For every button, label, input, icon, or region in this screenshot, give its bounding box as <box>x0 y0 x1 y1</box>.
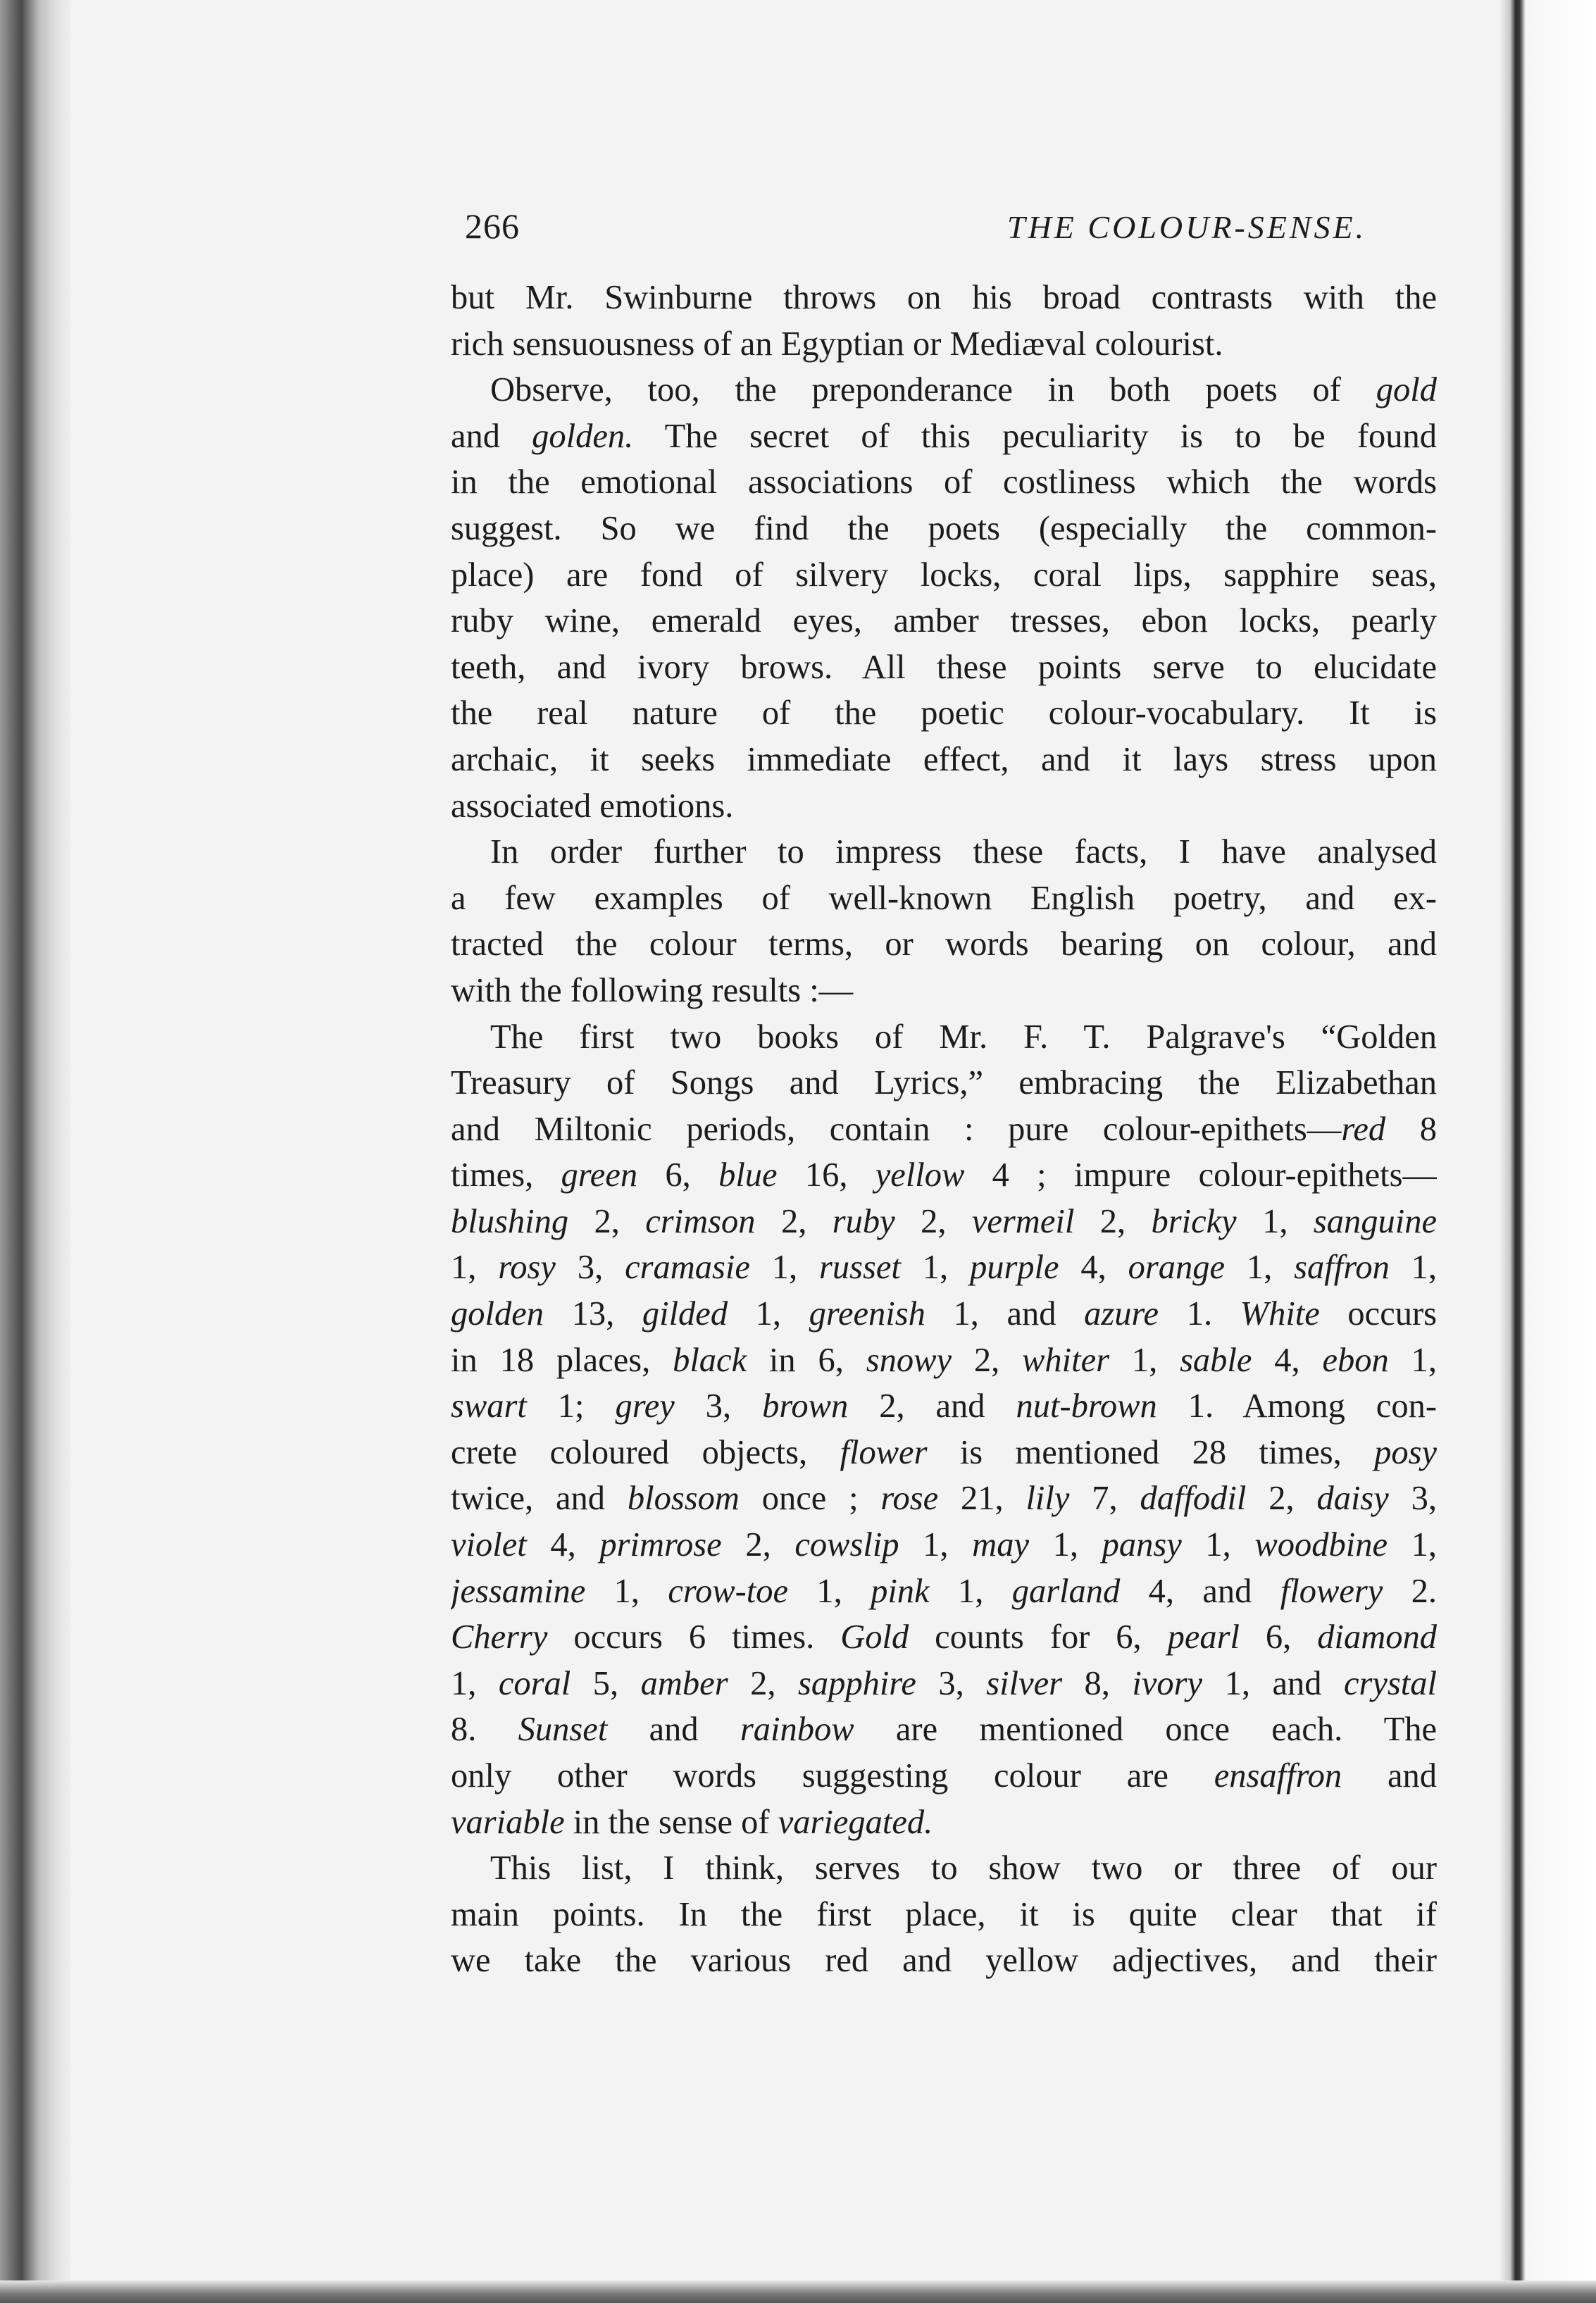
italic-term: crow-toe <box>668 1572 788 1610</box>
text-run: 2, <box>951 1341 1023 1379</box>
italic-term: blushing <box>451 1202 569 1240</box>
italic-term: ebon <box>1322 1341 1389 1379</box>
text-run: occurs <box>1319 1295 1437 1333</box>
italic-term: purple <box>969 1249 1059 1287</box>
text-run: 1, <box>1236 1202 1314 1240</box>
italic-term: violet <box>451 1526 527 1564</box>
italic-term: blossom <box>627 1480 740 1518</box>
italic-term: posy <box>1374 1433 1437 1471</box>
text-run: 4 ; impure colour-epithets— <box>964 1156 1437 1194</box>
text-run: 3, <box>674 1387 763 1425</box>
text-line <box>451 783 1437 830</box>
italic-term: red <box>1341 1110 1386 1148</box>
italic-term: variable <box>451 1803 565 1841</box>
text-line <box>451 1199 1437 1245</box>
scan-right-edge <box>1500 0 1596 2303</box>
text-line <box>451 968 1437 1014</box>
text-line <box>451 1060 1437 1106</box>
text-line <box>451 1799 1437 1846</box>
text-run: teeth, and ivory brows. All these points serve to elucidate <box>451 648 1437 686</box>
text-line <box>451 1106 1437 1153</box>
text-run: in 18 places, <box>451 1341 673 1379</box>
text-line <box>451 275 1437 321</box>
text-run: 4, <box>1059 1249 1128 1287</box>
text-run: 1, <box>1389 1249 1437 1287</box>
text-run: associated emotions. <box>451 787 734 825</box>
italic-term: black <box>673 1341 747 1379</box>
text-line <box>451 506 1437 552</box>
text-run: 1. <box>1159 1295 1240 1333</box>
text-run: 2, <box>1246 1480 1317 1518</box>
italic-term: flower <box>840 1433 928 1471</box>
italic-term: orange <box>1128 1249 1226 1287</box>
italic-term: sable <box>1180 1341 1252 1379</box>
text-run: rich sensuousness of an Egyptian or Mediæval colourist. <box>451 325 1223 363</box>
text-run: 1, <box>1388 1341 1437 1379</box>
text-line <box>451 921 1437 968</box>
italic-term: ivory <box>1132 1664 1203 1702</box>
text-line <box>451 1244 1437 1291</box>
text-run: 4, and <box>1120 1572 1280 1610</box>
italic-term: rose <box>880 1480 939 1518</box>
italic-term: whiter <box>1022 1341 1109 1379</box>
text-run: crete coloured objects, <box>451 1433 840 1471</box>
text-run: 8 <box>1385 1110 1437 1148</box>
text-run: 1; <box>526 1387 616 1425</box>
text-line <box>451 459 1437 506</box>
text-line <box>451 1706 1437 1753</box>
italic-term: primrose <box>599 1526 722 1564</box>
italic-term: ruby <box>832 1202 895 1240</box>
text-run: 1, <box>585 1572 668 1610</box>
italic-term: greenish <box>809 1295 925 1333</box>
text-line <box>451 1753 1437 1799</box>
text-run: The secret of this peculiarity is to be found <box>633 417 1437 455</box>
text-run: 2, and <box>848 1387 1016 1425</box>
text-run: 3, <box>916 1664 987 1702</box>
text-run: 6, <box>1239 1618 1318 1656</box>
text-line <box>451 1937 1437 1984</box>
text-run: 1, and <box>1202 1664 1344 1702</box>
text-run: This list, I think, serves to show two or three of our <box>490 1849 1437 1887</box>
text-run: and <box>607 1711 740 1749</box>
text-run: 1, and <box>925 1295 1085 1333</box>
text-run: 1, <box>1388 1526 1437 1564</box>
text-run: and <box>451 417 532 455</box>
italic-term: silver <box>986 1664 1063 1702</box>
text-run: ruby wine, emerald eyes, amber tresses, ebon locks, pearly <box>451 602 1437 640</box>
italic-term: russet <box>818 1249 901 1287</box>
text-run: 8. <box>451 1711 518 1749</box>
italic-term: garland <box>1011 1572 1121 1610</box>
text-run: are mentioned once each. The <box>854 1711 1437 1749</box>
text-run: only other words suggesting colour are <box>451 1757 1214 1795</box>
italic-term: gilded <box>642 1295 728 1333</box>
text-run: a few examples of well-known English poetry, and ex- <box>451 879 1437 917</box>
italic-term: jessamine <box>451 1572 586 1610</box>
italic-term: sanguine <box>1313 1202 1437 1240</box>
text-run: tracted the colour terms, or words bearing on colour, and <box>451 925 1437 963</box>
text-run: 4, <box>1252 1341 1323 1379</box>
text-run: twice, and <box>451 1480 628 1518</box>
italic-term: variegated. <box>778 1803 933 1841</box>
text-run: The first two books of Mr. F. T. Palgrave's “Golden <box>490 1018 1437 1056</box>
running-title: THE COLOUR-SENSE. <box>1007 209 1367 245</box>
text-run: 1, <box>1028 1526 1102 1564</box>
text-run: 1, <box>1181 1526 1255 1564</box>
italic-term: sapphire <box>797 1664 916 1702</box>
italic-term: Gold <box>840 1618 909 1656</box>
italic-term: White <box>1240 1295 1320 1333</box>
text-line <box>451 1845 1437 1892</box>
text-run: 3, <box>555 1249 625 1287</box>
italic-term: cowslip <box>794 1526 899 1564</box>
text-line <box>451 1568 1437 1615</box>
text-run: 1, <box>899 1526 973 1564</box>
italic-term: Cherry <box>451 1618 548 1656</box>
italic-term: rainbow <box>740 1711 854 1749</box>
text-run: and Miltonic periods, contain : pure colour-epithets— <box>451 1110 1342 1148</box>
text-line <box>451 644 1437 691</box>
italic-term: may <box>972 1526 1029 1564</box>
italic-term: pearl <box>1167 1618 1240 1656</box>
text-line <box>451 321 1437 368</box>
text-run: 13, <box>544 1295 642 1333</box>
italic-term: daffodil <box>1140 1480 1247 1518</box>
text-run: 1, <box>787 1572 871 1610</box>
text-run: 4, <box>526 1526 600 1564</box>
running-head <box>394 206 1493 255</box>
body-text <box>451 275 1437 1984</box>
text-run: 2, <box>1074 1202 1152 1240</box>
text-run: 2. <box>1383 1572 1437 1610</box>
text-line <box>451 690 1437 737</box>
text-run: counts for 6, <box>909 1618 1168 1656</box>
italic-term: crystal <box>1343 1664 1437 1702</box>
text-run: 1, <box>749 1249 819 1287</box>
text-run: 21, <box>938 1480 1026 1518</box>
text-line <box>451 1152 1437 1199</box>
text-line <box>451 737 1437 783</box>
text-run: occurs 6 times. <box>547 1618 841 1656</box>
scan-left-edge <box>0 0 70 2303</box>
italic-term: cramasie <box>625 1249 750 1287</box>
text-run: we take the various red and yellow adjectives, and their <box>451 1942 1437 1980</box>
text-line <box>451 875 1437 922</box>
italic-term: grey <box>615 1387 675 1425</box>
italic-term: swart <box>451 1387 527 1425</box>
text-run: with the following results :— <box>451 971 854 1009</box>
text-line <box>451 1430 1437 1476</box>
italic-term: rosy <box>498 1249 556 1287</box>
text-run: 2, <box>568 1202 646 1240</box>
text-line <box>451 598 1437 644</box>
text-run: 1. Among con- <box>1157 1387 1437 1425</box>
italic-term: snowy <box>866 1341 952 1379</box>
text-run: Treasury of Songs and Lyrics,” embracing the Elizabethan <box>451 1064 1437 1102</box>
text-run: 2, <box>721 1526 795 1564</box>
text-run: is mentioned 28 times, <box>927 1433 1375 1471</box>
italic-term: saffron <box>1294 1249 1390 1287</box>
italic-term: golden <box>451 1295 544 1333</box>
text-line <box>451 1014 1437 1061</box>
book-page <box>70 0 1500 2280</box>
text-run: 1, <box>1225 1249 1295 1287</box>
text-run: In order further to impress these facts, I have analysed <box>490 833 1437 871</box>
text-run: Observe, too, the preponderance in both poets of <box>490 371 1376 409</box>
italic-term: golden. <box>532 417 634 455</box>
text-run: 7, <box>1069 1480 1140 1518</box>
text-run: 1, <box>929 1572 1012 1610</box>
text-run: and <box>1342 1757 1437 1795</box>
text-line <box>451 1383 1437 1430</box>
italic-term: coral <box>498 1664 571 1702</box>
italic-term: yellow <box>875 1156 965 1194</box>
text-line <box>451 1614 1437 1661</box>
page-number: 266 <box>465 206 520 246</box>
text-line <box>451 829 1437 875</box>
text-run: 1, <box>728 1295 809 1333</box>
italic-term: blue <box>718 1156 778 1194</box>
text-run: place) are fond of silvery locks, coral lips, sapphire seas, <box>451 556 1437 594</box>
text-run: 3, <box>1388 1480 1437 1518</box>
italic-term: woodbine <box>1254 1526 1388 1564</box>
text-run: 1, <box>1109 1341 1180 1379</box>
italic-term: lily <box>1025 1480 1070 1518</box>
text-line <box>451 1661 1437 1707</box>
italic-term: ensaffron <box>1214 1757 1342 1795</box>
text-line <box>451 1291 1437 1337</box>
text-run: main points. In the first place, it is quite clear that if <box>451 1895 1437 1933</box>
italic-term: amber <box>640 1664 728 1702</box>
text-line <box>451 552 1437 599</box>
text-run: archaic, it seeks immediate effect, and it lays stress upon <box>451 740 1437 778</box>
italic-term: green <box>561 1156 638 1194</box>
text-run: 1, <box>451 1664 499 1702</box>
italic-term: brown <box>762 1387 849 1425</box>
italic-term: flowery <box>1280 1572 1383 1610</box>
text-run: 2, <box>894 1202 972 1240</box>
text-run: 16, <box>777 1156 875 1194</box>
text-run: suggest. So we find the poets (especially the common- <box>451 509 1437 547</box>
text-line <box>451 413 1437 460</box>
text-line <box>451 367 1437 413</box>
italic-term: azure <box>1084 1295 1159 1333</box>
italic-term: bricky <box>1151 1202 1237 1240</box>
text-line <box>451 1522 1437 1568</box>
text-run: 1, <box>900 1249 970 1287</box>
text-run: in 6, <box>747 1341 866 1379</box>
text-run: times, <box>451 1156 561 1194</box>
scan-bottom-edge <box>0 2280 1596 2303</box>
text-run: 2, <box>755 1202 833 1240</box>
text-line <box>451 1892 1437 1938</box>
italic-term: Sunset <box>518 1711 608 1749</box>
text-run: in the emotional associations of costliness which the words <box>451 463 1437 501</box>
italic-term: vermeil <box>971 1202 1075 1240</box>
text-run: but Mr. Swinburne throws on his broad contrasts with the <box>451 279 1437 316</box>
italic-term: gold <box>1376 371 1437 409</box>
text-run: in the sense of <box>564 1803 778 1841</box>
text-run: 8, <box>1062 1664 1133 1702</box>
text-run: 1, <box>451 1249 499 1287</box>
text-line <box>451 1475 1437 1522</box>
italic-term: pink <box>871 1572 930 1610</box>
italic-term: pansy <box>1102 1526 1182 1564</box>
text-run: 6, <box>637 1156 719 1194</box>
text-run: once ; <box>739 1480 881 1518</box>
text-run: the real nature of the poetic colour-vocabulary. It is <box>451 694 1437 732</box>
italic-term: crimson <box>645 1202 756 1240</box>
text-run: 2, <box>728 1664 798 1702</box>
text-run: 5, <box>571 1664 641 1702</box>
text-line <box>451 1337 1437 1384</box>
italic-term: diamond <box>1317 1618 1437 1656</box>
italic-term: daisy <box>1316 1480 1389 1518</box>
italic-term: nut-brown <box>1016 1387 1157 1425</box>
